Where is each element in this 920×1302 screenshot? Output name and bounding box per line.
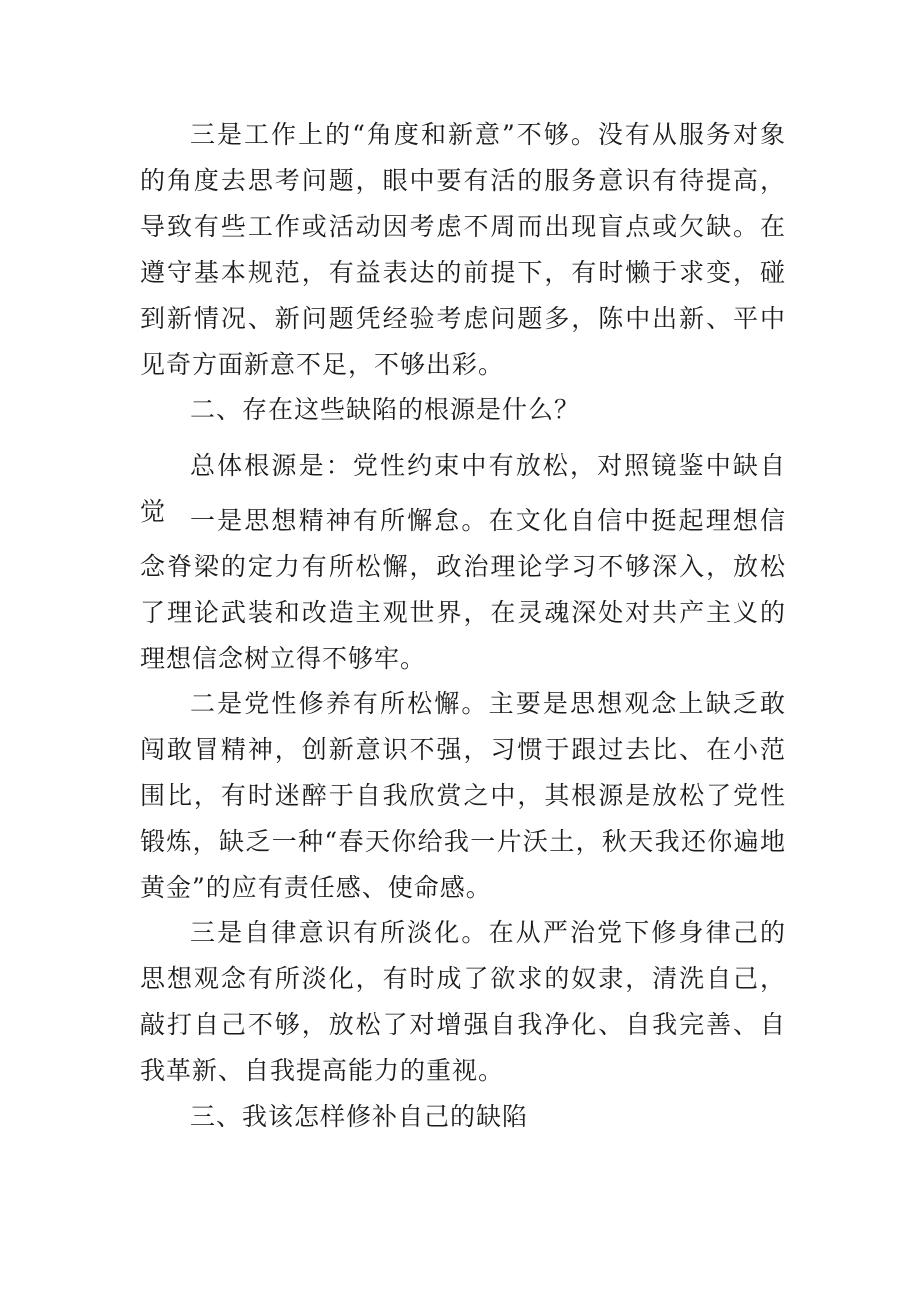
paragraph-overall-root: 总体根源是：党性约束中有放松，对照镜鉴中缺自觉	[140, 451, 786, 526]
paragraph-self-discipline: 三是自律意识有所淡化。在从严治党下修身律己的思想观念有所淡化，有时成了欲求的奴隶，清洗自己，敲打自己不够，放松了对增强自我净化、自我完善、自我革新、自我提高能力的重视。	[140, 918, 786, 1085]
section-heading-root-causes: 二、存在这些缺陷的根源是什么？	[190, 395, 581, 424]
section-heading-remedy: 三、我该怎样修补自己的缺陷	[190, 1102, 529, 1131]
paragraph-party-cultivation: 二是党性修养有所松懈。主要是思想观念上缺乏敢闯敢冒精神，创新意识不强，习惯于跟过去比、在小范围比，有时迷醉于自我欣赏之中，其根源是放松了党性锻炼，缺乏一种“春天你给我一片沃土，秋天我还你遍地黄金”的应有责任感、使命感。	[140, 689, 786, 902]
paragraph-work-angle: 三是工作上的“角度和新意”不够。没有从服务对象的角度去思考问题，眼中要有活的服务意识有待提高，导致有些工作或活动因考虑不周而出现盲点或欠缺。在遵守基本规范，有益表达的前提下，有时懒于求变，碰到新情况、新问题凭经验考虑问题多，陈中出新、平中见奇方面新意不足，不够出彩。	[140, 120, 786, 379]
paragraph-thought-spirit: 一是思想精神有所懈怠。在文化自信中挺起理想信念脊梁的定力有所松懈，政治理论学习不够深入，放松了理论武装和改造主观世界，在灵魂深处对共产主义的理想信念树立得不够牢。	[140, 506, 786, 673]
